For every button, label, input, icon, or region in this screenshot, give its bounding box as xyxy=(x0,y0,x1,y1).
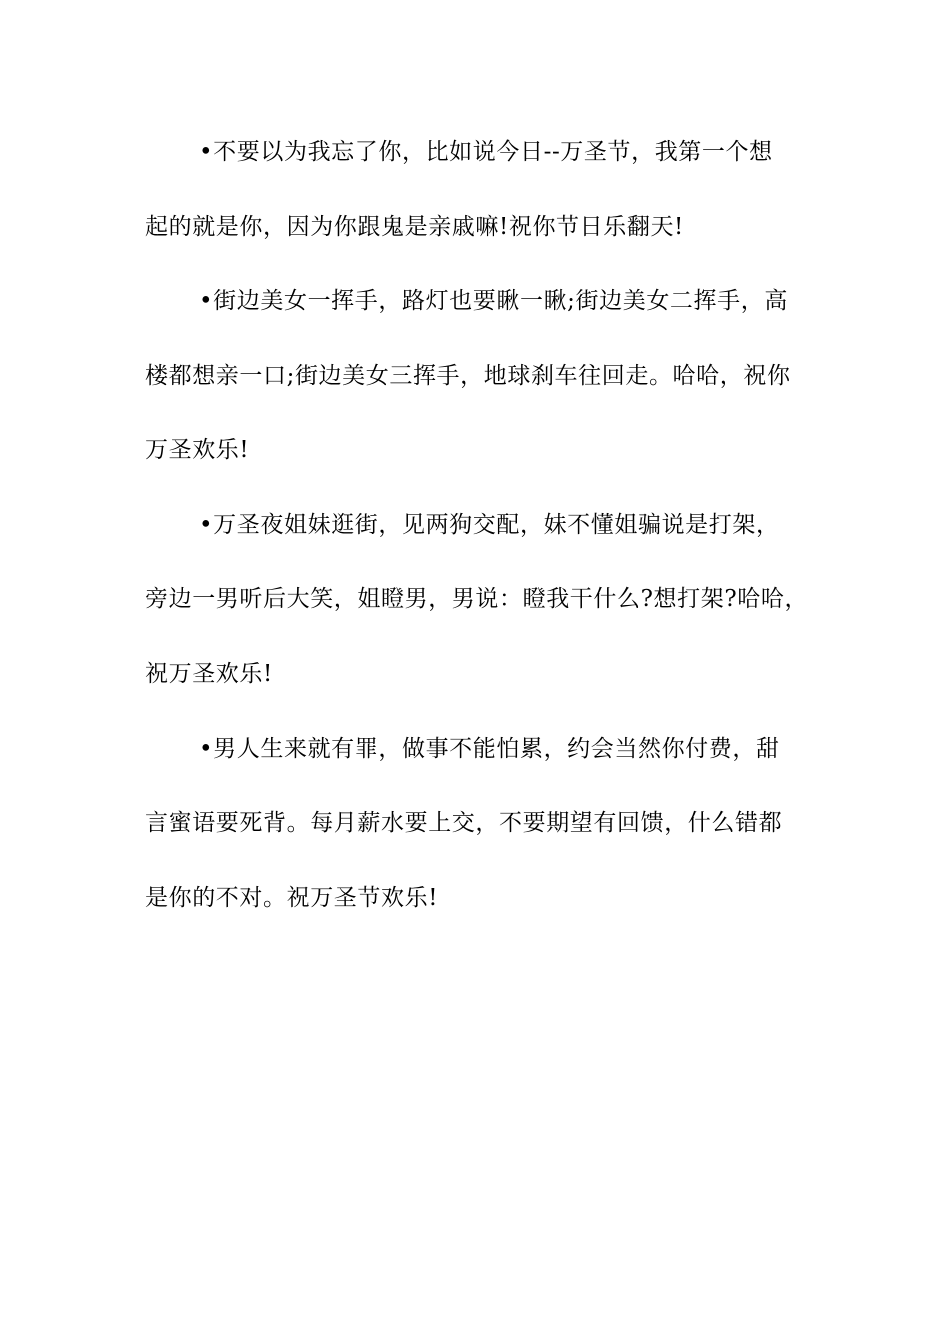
paragraph-2-line-3: 万圣欢乐! xyxy=(145,437,250,463)
paragraph-3-line-1: •万圣夜姐妹逛街，见两狗交配，妹不懂姐骗说是打架， xyxy=(199,512,780,538)
paragraph-2-line-2: 楼都想亲一口;街边美女三挥手，地球刹车往回走。哈哈，祝你 xyxy=(145,363,791,389)
paragraph-4-line-3: 是你的不对。祝万圣节欢乐! xyxy=(145,885,439,911)
paragraph-4-line-2: 言蜜语要死背。每月薪水要上交，不要期望有回馈，什么错都 xyxy=(145,810,783,836)
paragraph-3-line-3: 祝万圣欢乐! xyxy=(145,661,273,687)
paragraph-1-line-2: 起的就是你，因为你跟鬼是亲戚嘛!祝你节日乐翻天! xyxy=(145,214,684,240)
paragraph-2-line-1: •街边美女一挥手，路灯也要瞅一瞅;街边美女二挥手，高 xyxy=(199,288,788,314)
paragraph-4-line-1: •男人生来就有罪，做事不能怕累，约会当然你付费，甜 xyxy=(199,736,780,762)
paragraph-1-line-1: •不要以为我忘了你，比如说今日--万圣节，我第一个想 xyxy=(199,139,773,165)
paragraph-3-line-2: 旁边一男听后大笑，姐瞪男，男说：瞪我干什么?想打架?哈哈， xyxy=(145,586,809,612)
